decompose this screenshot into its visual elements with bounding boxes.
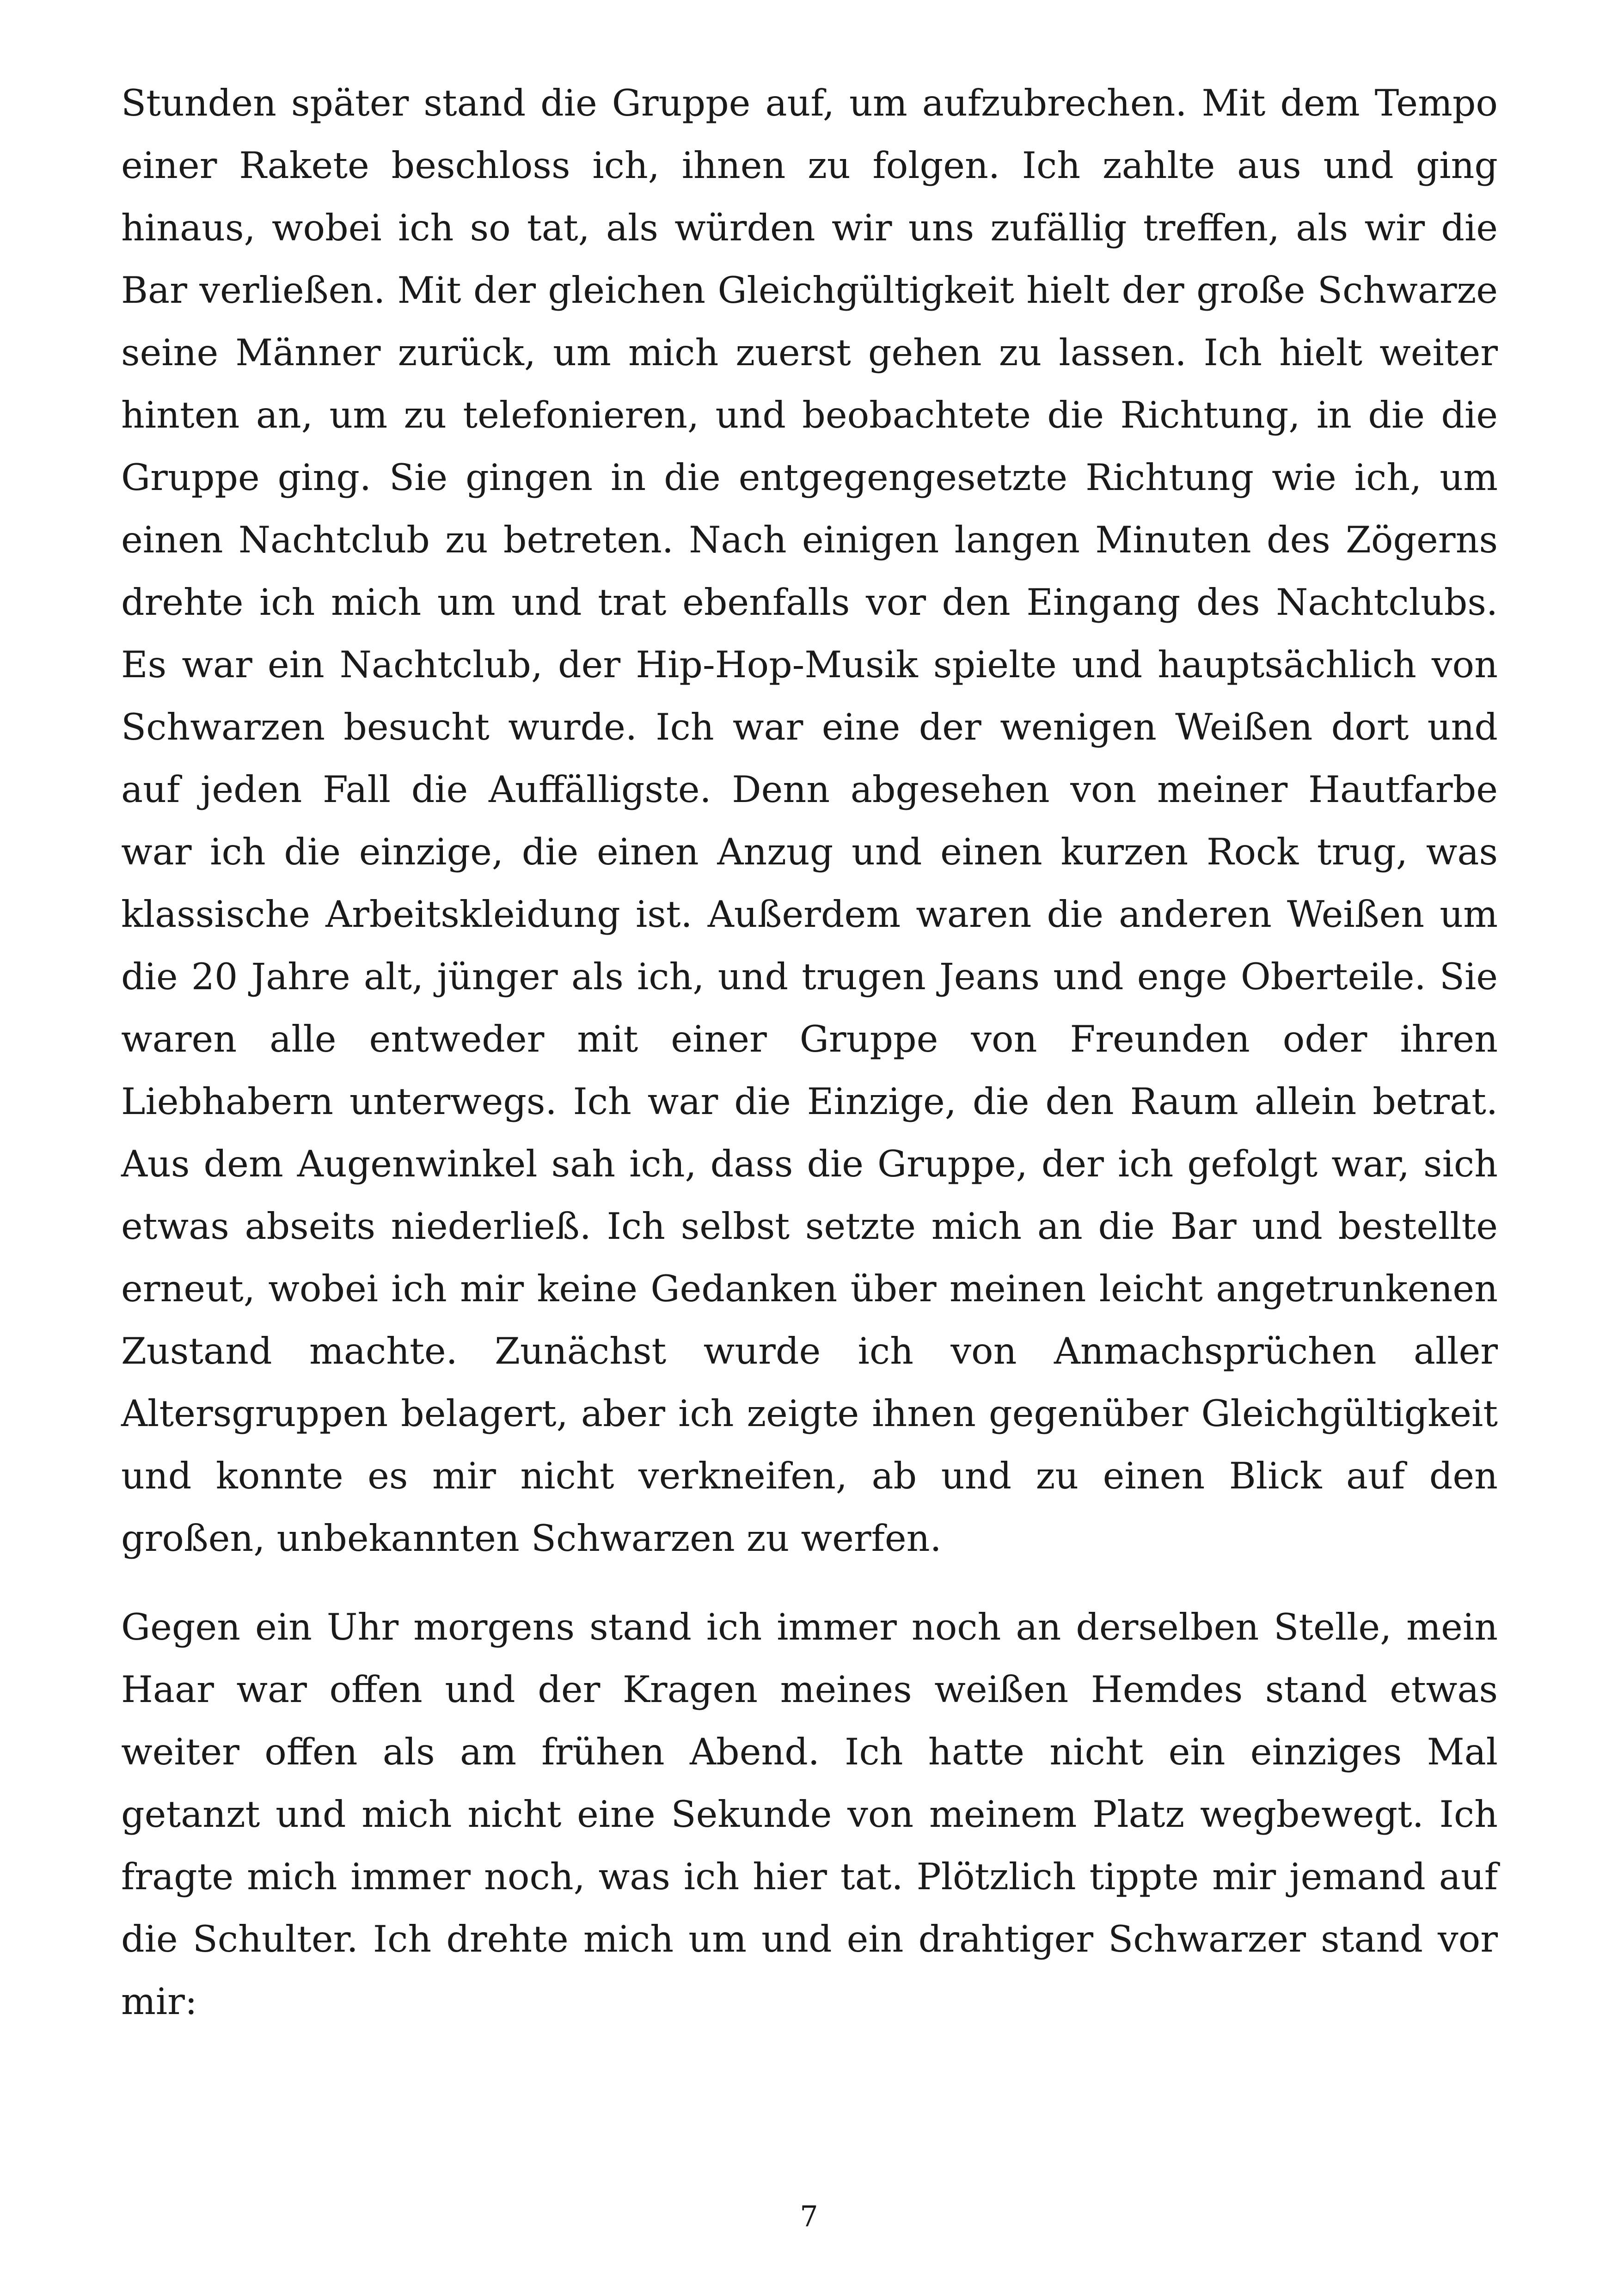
paragraph-1: Stunden später stand die Gruppe auf, um aufzubrechen. Mit dem Tempo einer Rakete beschloss ich, ihnen zu folgen. Ich zahlte aus und ging hinaus, wobei ich so tat, als würden wir uns zufällig treffen, als wir die Bar verließen. Mit der gleichen Gleichgültigkeit hielt der große Schwarze seine Männer zurück, um mich zuerst gehen zu lassen. Ich hielt weiter hinten an, um zu telefonieren, und beobachtete die Richtung, in die die Gruppe ging. Sie gingen in die entgegengesetzte Richtung wie ich, um einen Nachtclub zu betreten. Nach einigen langen Minuten des Zögerns drehte ich mich um und trat ebenfalls vor den Eingang des Nachtclubs. Es war ein Nachtclub, der Hip-Hop-Musik spielte und hauptsächlich von Schwarzen besucht wurde. Ich war eine der wenigen Weißen dort und auf jeden Fall die Auffälligste. Denn abgesehen von meiner Hautfarbe war ich die einzige, die einen Anzug und einen kurzen Rock trug, was klassische Arbeitskleidung ist. Außerdem waren die anderen Weißen um die 20 Jahre alt, jünger als ich, und trugen Jeans und enge Oberteile. Sie waren alle entweder mit einer Gruppe von Freunden oder ihren Liebhabern unterwegs. Ich war die Einzige, die den Raum allein betrat. Aus dem Augenwinkel sah ich, dass die Gruppe, der ich gefolgt war, sich etwas abseits niederließ. Ich selbst setzte mich an die Bar und bestellte erneut, wobei ich mir keine Gedanken über meinen leicht angetrunkenen Zustand machte. Zunächst wurde ich von Anmachsprüchen aller Altersgruppen belagert, aber ich zeigte ihnen gegenüber Gleichgültigkeit und konnte es mir nicht verkneifen, ab und zu einen Blick auf den großen, unbekannten Schwarzen zu werfen. — [121, 82, 1498, 1560]
page-number: 7 — [800, 2199, 818, 2233]
paragraph-2: Gegen ein Uhr morgens stand ich immer noch an derselben Stelle, mein Haar war offen und der Kragen meines weißen Hemdes stand etwas weiter offen als am frühen Abend. Ich hatte nicht ein einziges Mal getanzt und mich nicht eine Sekunde von meinem Platz wegbewegt. Ich fragte mich immer noch, was ich hier tat. Plötzlich tippte mir jemand auf die Schulter. Ich drehte mich um und ein drahtiger Schwarzer stand vor mir: — [121, 1606, 1498, 2023]
body-text — [121, 72, 1498, 2059]
